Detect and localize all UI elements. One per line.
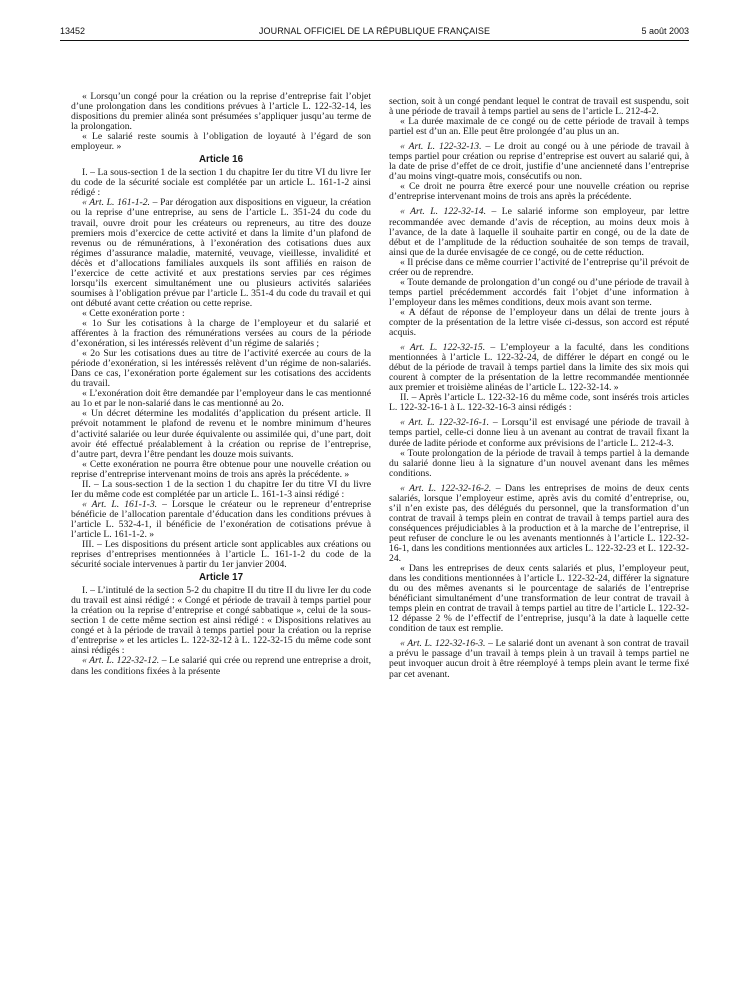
paragraph: « Art. L. 161-1-2. – Par dérogation aux dispositions en vigueur, la création ou la reprise d’une entreprise, au sens de l’article L. 351-24 du code du travail, ouvre droit pour les créateurs ou repreneurs, au titre des douze premiers mois d’exercice de cette activité et dans la limite d’un plafond de revenus ou de rémunérations, à l’exonération des cotisations dues aux régimes d’assurance maladie, maternité, veuvage, vieillesse, invalidité et décès et d’allocations familiales auxquels ils sont affiliés en raison de l’exercice de cette activité et aux prestations servies par ces régimes lorsqu’ils exercent simultanément une ou plusieurs activités salariées soumises à l’obligation prévue par l’article L. 351-4 du code du travail et qui ont débuté avant cette création ou cette reprise. <box>71 197 371 309</box>
article-reference: « Art. L. 122-32-14. <box>400 206 487 218</box>
paragraph: II. – Après l’article L. 122-32-16 du même code, sont insérés trois articles L. 122-32-16-1 à L. 122-32-16-3 ainsi rédigés : <box>389 392 689 414</box>
paragraph: « Art. L. 122-32-15. – L’employeur a la faculté, dans les conditions mentionnées à l’article L. 122-32-24, de différer le départ en congé ou le début de la période de travail à temps partiel dans la limite des six mois qui courent à compter de la présentation de la lettre recommandée mentionnée aux premier et troisième alinéas de l’article L. 122-32-14. » <box>389 342 689 394</box>
paragraph: « Le salarié reste soumis à l’obligation de loyauté à l’égard de son employeur. » <box>71 131 371 153</box>
article-reference: « Art. L. 122-32-16-3. <box>400 638 486 650</box>
right-column <box>389 97 689 953</box>
article-reference: « Art. L. 122-32-16-2. <box>400 482 492 494</box>
paragraph: « Art. L. 122-32-16-2. – Dans les entreprises de moins de deux cents salariés, lorsque l’employeur estime, après avis du comité d’entreprise, ou, s’il n’en existe pas, des délégués du personnel, que la transformation d’un contrat de travail à temps plein en contrat de travail à temps partiel aura des conséquences préjudiciables à la production et à la marche de l’entreprise, il peut refuser de conclure le ou les avenants mentionnés à l’article L. 122-32-16-1, dans les conditions mentionnées aux articles L. 122-32-23 et L. 122-32-24. <box>389 482 689 565</box>
publication-date: 5 août 2003 <box>641 26 689 36</box>
paragraph: « Un décret détermine les modalités d’application du présent article. Il prévoit notamment le plafond de revenu et le nombre minimum d’heures d’activité salariée ou leur durée équivalente ou assimilée qui, d’une part, doit avoir été effectué préalablement à la création ou reprise de l’entreprise, d’autre part, devra l’être pendant les douze mois suivants. <box>71 408 371 460</box>
paragraph: « Ce droit ne pourra être exercé pour une nouvelle création ou reprise d’entreprise intervenant moins de trois ans après la précédente. <box>389 181 689 203</box>
paragraph: « Cette exonération ne pourra être obtenue pour une nouvelle création ou reprise d’entreprise intervenant moins de trois ans après la précédente. » <box>71 458 371 480</box>
article-reference: « Art. L. 122-32-15. <box>400 342 486 354</box>
paragraph: I. – La sous-section 1 de la section 1 du chapitre Ier du titre VI du livre Ier du code de la sécurité sociale est complétée par un article L. 161-1-2 ainsi rédigé : <box>71 167 371 199</box>
article-heading: Article 16 <box>198 154 244 166</box>
paragraph: « Art. L. 122-32-12. – Le salarié qui crée ou reprend une entreprise a droit, dans les conditions fixées à la présente <box>71 655 371 677</box>
paragraph: « Il précise dans ce même courrier l’activité de l’entreprise qu’il prévoit de créer ou de reprendre. <box>389 256 689 278</box>
paragraph: « Art. L. 122-32-16-3. – Le salarié dont un avenant à son contrat de travail a prévu le passage d’un travail à temps plein à un travail à temps partiel ne peut invoquer aucun droit à être réemployé à temps plein avant le terme fixé par cet avenant. <box>389 638 689 680</box>
page-header <box>60 26 689 40</box>
article-reference: « Art. L. 122-32-16-1. <box>400 417 490 429</box>
paragraph: « 1o Sur les cotisations à la charge de l’employeur et du salarié et afférentes à la fraction des rémunérations versées au cours de la période d’exonération, si les intéressés relèvent d’un régime de salariés ; <box>71 317 371 350</box>
article-reference: « Art. L. 122-32-13. <box>400 141 482 153</box>
paragraph: « Cette exonération porte : <box>82 307 185 319</box>
article-heading: Article 17 <box>198 572 244 584</box>
header-rule <box>60 40 689 41</box>
page-number: 13452 <box>60 26 86 36</box>
paragraph: « Dans les entreprises de deux cents salariés et plus, l’employeur peut, dans les conditions mentionnées à l’article L. 122-32-24, différer la signature du ou des mêmes avenants si le pourcentage de salariés de l’entreprise bénéficiant simultanément d’une transformation de leur contrat de travail à temps plein en contrat de travail à temps partiel au titre de l’article L. 122-32-12 dépasse 2 % de l’effectif de l’entreprise, jusqu’à la date à laquelle cette condition de taux est remplie. <box>389 563 689 635</box>
paragraph: « La durée maximale de ce congé ou de cette période de travail à temps partiel est d’un an. Elle peut être prolongée d’au plus un an. <box>389 116 689 138</box>
paragraph: I. – L’intitulé de la section 5-2 du chapitre II du titre II du livre Ier du code du travail est ainsi rédigé : « Congé et période de travail à temps partiel pour la création ou la reprise d’entreprise et congé sabbatique », celui de la sous-section 1 de cette même section est ainsi rédigé : « Dispositions relatives au congé et à la période de travail à temps partiel pour la création ou la reprise d’entreprise » et les articles L. 122-32-12 à L. 122-32-15 du même code sont ainsi rédigés : <box>71 585 371 657</box>
paragraph: « Art. L. 122-32-14. – Le salarié informe son employeur, par lettre recommandée avec demande d’avis de réception, au moins deux mois à l’avance, de la date à laquelle il souhaite partir en congé, ou de la date de début et de l’amplitude de la réduction souhaitée de son temps de travail, ainsi que de la durée envisagée de ce congé, ou de cette réduction. <box>389 206 689 258</box>
paragraph: « Toute demande de prolongation d’un congé ou d’une période de travail à temps partiel précédemment accordés fait l’objet d’une information à l’employeur dans les mêmes conditions, deux mois avant son terme. <box>389 276 689 308</box>
article-reference: « Art. L. 122-32-12. <box>82 655 160 667</box>
paragraph: III. – Les dispositions du présent article sont applicables aux créations ou reprises d’entreprises mentionnées à l’article L. 161-1-2 du code de la sécurité sociale intervenues à partir du 1er janvier 2004. <box>71 539 371 571</box>
paragraph: « L’exonération doit être demandée par l’employeur dans le cas mentionné au 1o et par le non-salarié dans le cas mentionné au 2o. <box>71 388 371 410</box>
paragraph: « 2o Sur les cotisations dues au titre de l’activité exercée au cours de la période d’exonération, si les intéressés relèvent d’un régime de non-salariés. Dans ce cas, l’exonération porte également sur les cotisations des accidents du travail. <box>71 348 371 390</box>
article-reference: « Art. L. 161-1-2. <box>82 197 150 209</box>
paragraph: « A défaut de réponse de l’employeur dans un délai de trente jours à compter de la présentation de la lettre visée ci-dessus, son accord est réputé acquis. <box>389 306 689 339</box>
paragraph: « Lorsqu’un congé pour la création ou la reprise d’entreprise fait l’objet d’une prolongation dans les conditions prévues à l’article L. 122-32-14, les dispositions du premier alinéa sont présumées s’appliquer jusqu’au terme de la prolongation. <box>71 92 371 133</box>
paragraph: « Art. L. 161-1-3. – Lorsque le créateur ou le repreneur d’entreprise bénéficie de l’allocation parentale d’éducation dans les conditions prévues à l’article L. 532-4-1, il bénéficie de l’exonération de cotisations prévue à l’article L. 161-1-2. » <box>71 498 371 540</box>
paragraph: « Art. L. 122-32-13. – Le droit au congé ou à une période de travail à temps partiel pour création ou reprise d’entreprise est ouvert au salarié qui, à la date de prise d’effet de ce droit, justifie d’une ancienneté dans l’entreprise d’au moins vingt-quatre mois, consécutifs ou non. <box>389 141 689 183</box>
paragraph: « Toute prolongation de la période de travail à temps partiel à la demande du salarié donne lieu à la signature d’un nouvel avenant dans les mêmes conditions. <box>389 447 689 479</box>
paragraph: section, soit à un congé pendant lequel le contrat de travail est suspendu, soit à une période de travail à temps partiel au sens de l’article L. 212-4-2. <box>389 97 689 118</box>
left-column <box>71 92 371 948</box>
article-reference: « Art. L. 161-1-3. <box>82 498 158 510</box>
paragraph: II. – La sous-section 1 de la section 1 du chapitre Ier du titre VI du livre Ier du même code est complétée par un article L. 161-1-3 ainsi rédigé : <box>71 478 371 500</box>
paragraph: « Art. L. 122-32-16-1. – Lorsqu’il est envisagé une période de travail à temps partiel, celle-ci donne lieu à un avenant au contrat de travail fixant la durée de ladite période et conforme aux prévisions de l’article L. 212-4-3. <box>389 417 689 449</box>
journal-title: JOURNAL OFFICIEL DE LA RÉPUBLIQUE FRANÇAISE <box>258 26 491 36</box>
